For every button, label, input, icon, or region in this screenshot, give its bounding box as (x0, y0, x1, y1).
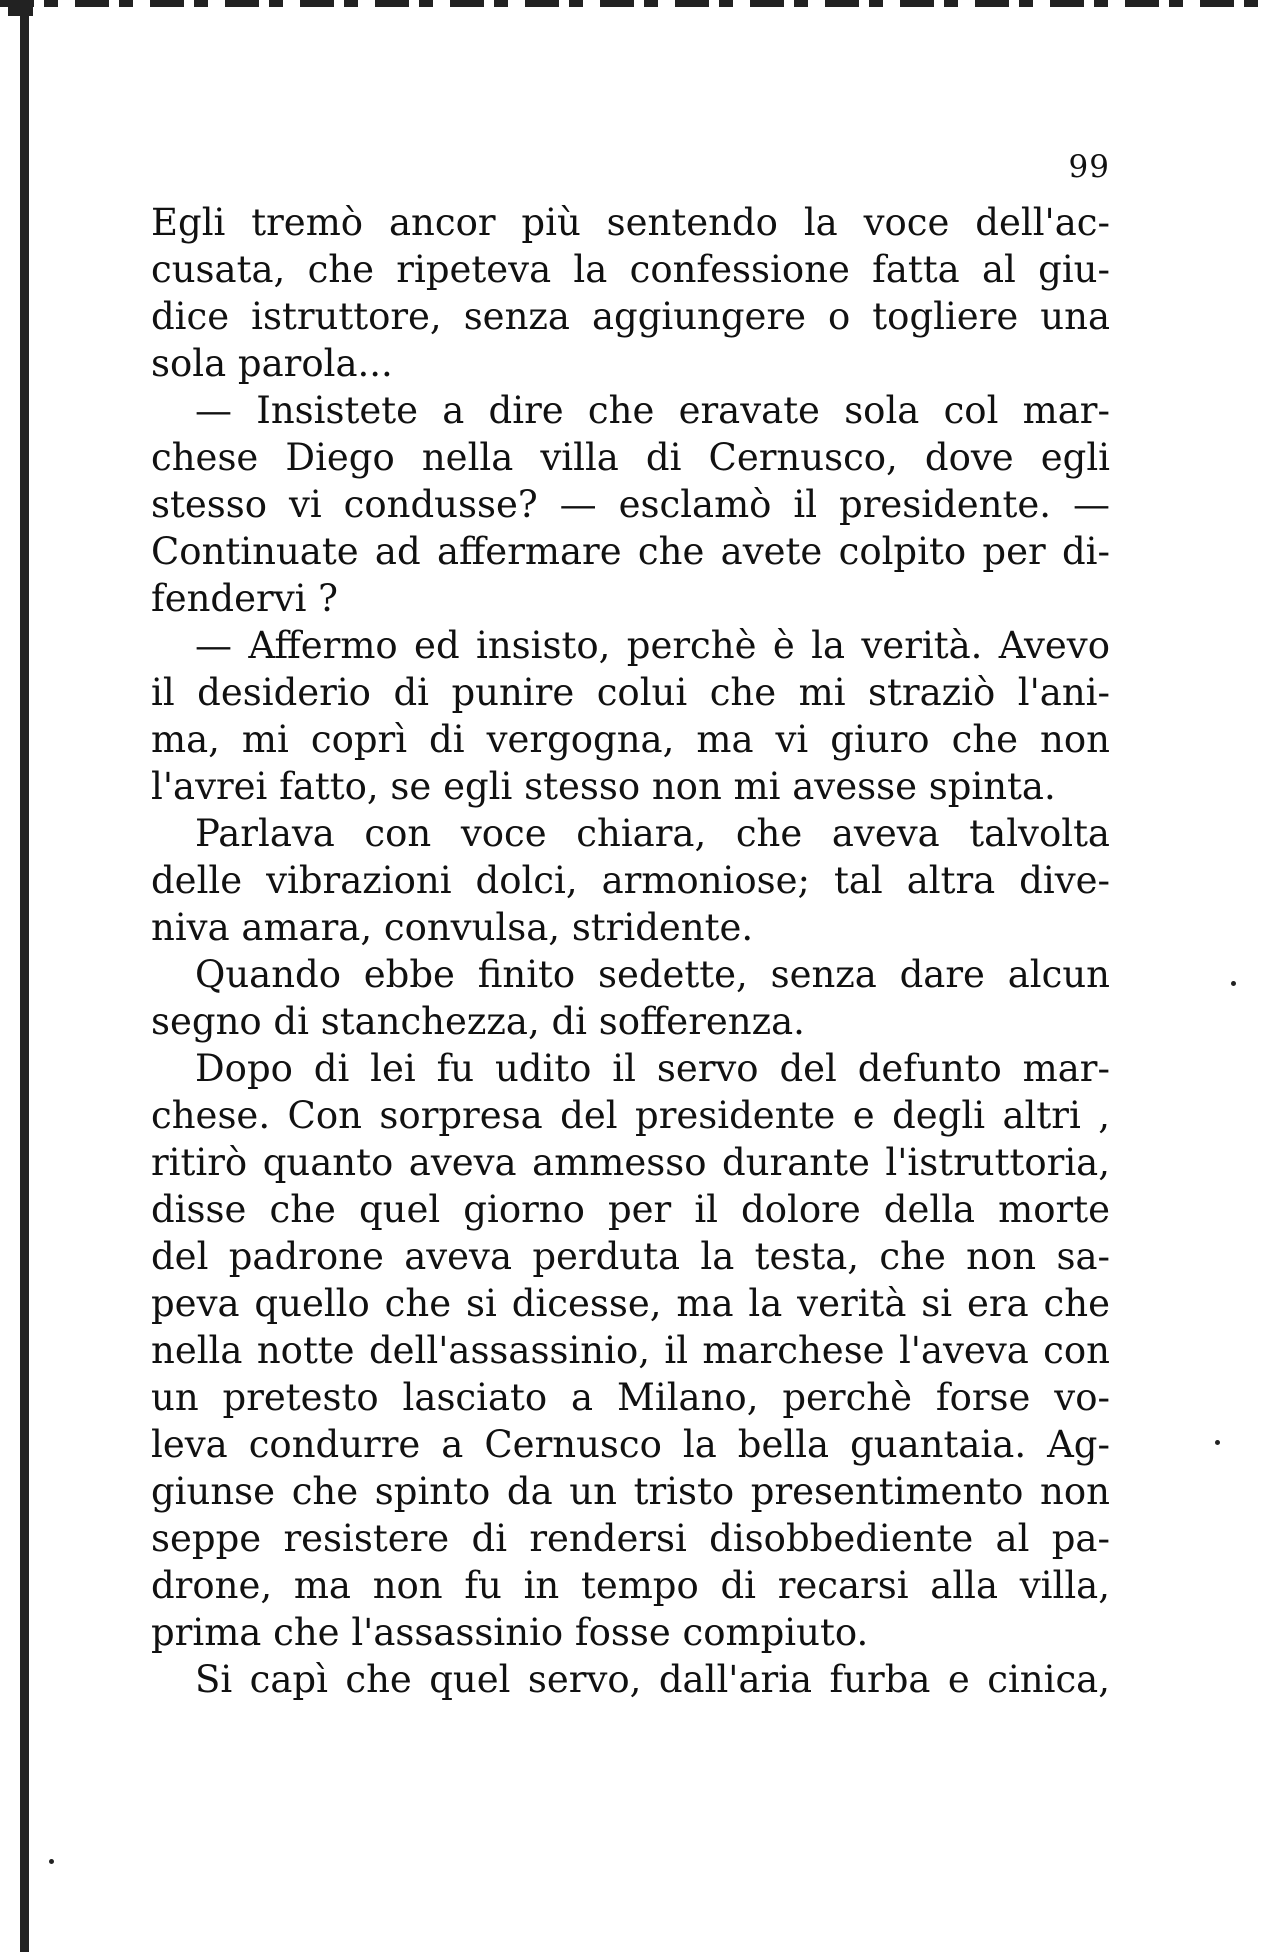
text-line: segno di stanchezza, di sofferenza. (151, 1000, 805, 1043)
scan-speck (49, 1859, 54, 1864)
text-line: Parlava con voce chiara, che aveva talvolta (195, 812, 1110, 855)
text-line: leva condurre a Cernusco la bella guantaia. Ag- (151, 1423, 1110, 1466)
text-line: Dopo di lei fu udito il servo del defunto mar- (195, 1047, 1110, 1090)
text-line: — Affermo ed insisto, perchè è la verità. Avevo (195, 624, 1110, 667)
text-line: niva amara, convulsa, stridente. (151, 906, 754, 949)
text-line: chese Diego nella villa di Cernusco, dove egli (151, 436, 1110, 479)
text-line: fendervi ? (151, 577, 339, 620)
text-line: dice istruttore, senza aggiungere o togliere una (151, 295, 1110, 338)
text-line: — Insistete a dire che eravate sola col mar- (195, 389, 1110, 432)
scan-top-edge (0, 0, 1271, 7)
scan-speck (1215, 1440, 1220, 1445)
text-line: peva quello che si dicesse, ma la verità si era che (151, 1282, 1110, 1325)
text-line: sola parola... (151, 342, 393, 385)
text-line: ma, mi coprì di vergogna, ma vi giuro che non (151, 718, 1110, 761)
page-number: 99 (1068, 149, 1110, 185)
text-line: seppe resistere di rendersi disobbediente al pa- (151, 1517, 1110, 1560)
text-line: ritirò quanto aveva ammesso durante l'istruttoria, (151, 1141, 1110, 1184)
text-line: disse che quel giorno per il dolore della morte (151, 1188, 1110, 1231)
text-line: drone, ma non fu in tempo di recarsi alla villa, (151, 1564, 1110, 1607)
text-line: l'avrei fatto, se egli stesso non mi avesse spinta. (151, 765, 1056, 808)
scan-speck (1231, 981, 1236, 986)
text-line: Egli tremò ancor più sentendo la voce dell'ac- (151, 201, 1110, 244)
text-line: Quando ebbe finito sedette, senza dare alcun (195, 953, 1110, 996)
text-line: un pretesto lasciato a Milano, perchè forse vo- (151, 1376, 1110, 1419)
text-line: giunse che spinto da un tristo presentimento non (151, 1470, 1110, 1513)
text-line: delle vibrazioni dolci, armoniose; tal altra dive- (151, 859, 1110, 902)
text-line: nella notte dell'assassinio, il marchese l'aveva con (151, 1329, 1110, 1372)
text-line: del padrone aveva perduta la testa, che non sa- (151, 1235, 1110, 1278)
text-line: Continuate ad affermare che avete colpito per di- (151, 530, 1110, 573)
scan-left-edge (20, 0, 29, 1952)
text-line: il desiderio di punire colui che mi straziò l'ani- (151, 671, 1110, 714)
text-line: prima che l'assassinio fosse compiuto. (151, 1611, 869, 1654)
text-line: chese. Con sorpresa del presidente e degli altri , (151, 1094, 1110, 1137)
text-line: stesso vi condusse? — esclamò il presidente. — (151, 483, 1110, 526)
text-line: cusata, che ripeteva la confessione fatta al giu- (151, 248, 1110, 291)
text-line: Si capì che quel servo, dall'aria furba e cinica, (195, 1658, 1110, 1701)
